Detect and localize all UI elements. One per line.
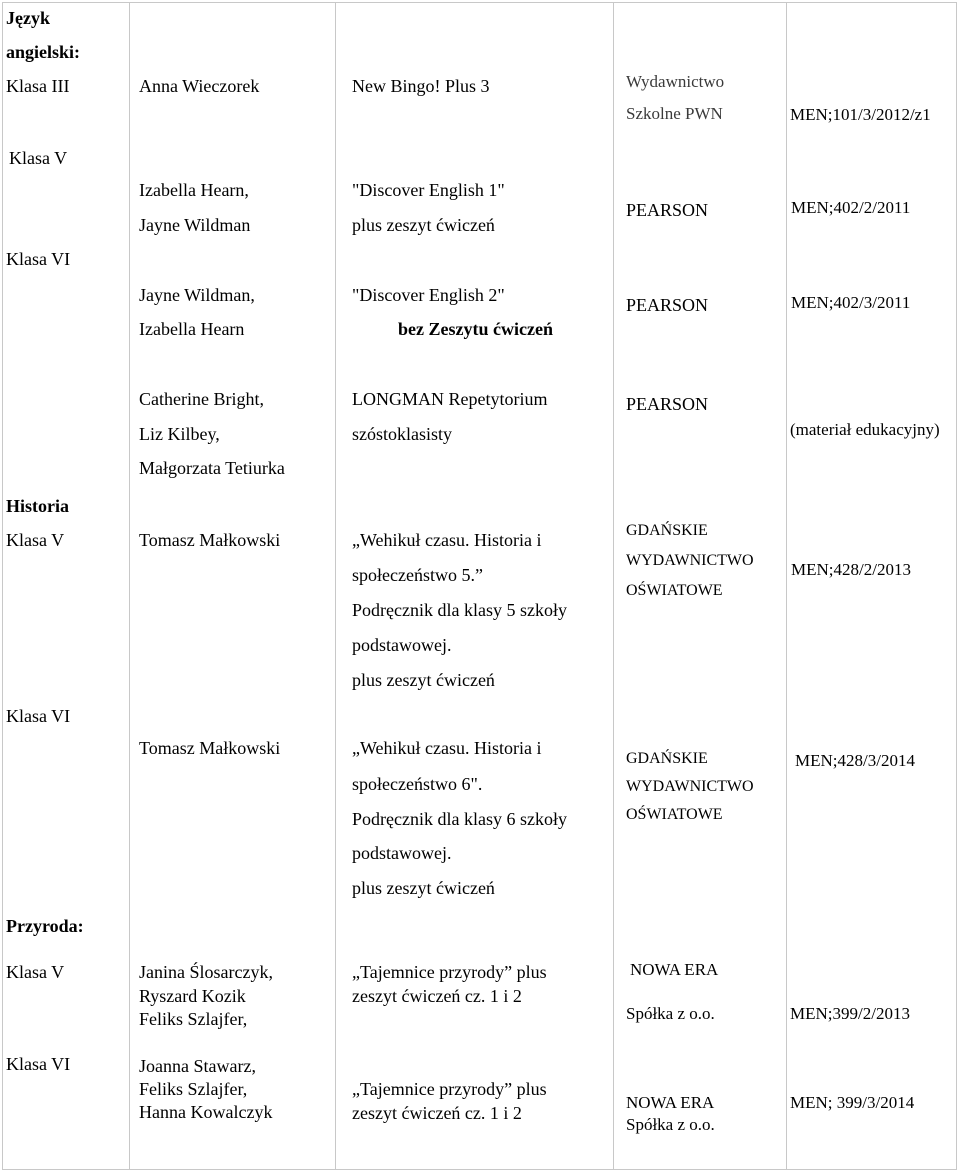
approval-number: MEN;428/3/2014 bbox=[795, 751, 915, 770]
textbook-title: plus zeszyt ćwiczeń bbox=[352, 215, 495, 235]
textbook-title: "Discover English 2" bbox=[352, 285, 505, 305]
textbook-title: „Wehikuł czasu. Historia i bbox=[352, 530, 542, 550]
author-name: Feliks Szlajfer, bbox=[139, 1009, 248, 1029]
publisher-name: OŚWIATOWE bbox=[626, 806, 723, 823]
approval-number: MEN;399/2/2013 bbox=[790, 1004, 910, 1023]
author-name: Feliks Szlajfer, bbox=[139, 1079, 248, 1099]
textbook-title: LONGMAN Repetytorium bbox=[352, 389, 548, 409]
textbook-title: „Wehikuł czasu. Historia i bbox=[352, 738, 542, 758]
publisher-name: WYDAWNICTWO bbox=[626, 778, 754, 795]
column-divider bbox=[786, 2, 787, 1170]
publisher-name: Spółka z o.o. bbox=[626, 1004, 715, 1023]
author-name: Joanna Stawarz, bbox=[139, 1056, 256, 1076]
textbook-title: społeczeństwo 5.” bbox=[352, 565, 483, 585]
approval-number: MEN;402/3/2011 bbox=[791, 293, 911, 312]
column-divider bbox=[129, 2, 130, 1170]
class-label: Klasa VI bbox=[6, 706, 71, 726]
publisher-name: Szkolne PWN bbox=[626, 104, 723, 123]
class-label: Klasa V bbox=[9, 148, 68, 168]
publisher-name: PEARSON bbox=[626, 394, 709, 414]
textbook-note: plus zeszyt ćwiczeń bbox=[352, 670, 495, 690]
author-name: Jayne Wildman, bbox=[139, 285, 255, 305]
table-border-top bbox=[2, 2, 957, 3]
section-heading-nature: Przyroda: bbox=[6, 916, 84, 936]
publisher-name: GDAŃSKIE bbox=[626, 522, 708, 539]
textbook-title: "Discover English 1" bbox=[352, 180, 505, 200]
publisher-name: GDAŃSKIE bbox=[626, 750, 708, 767]
column-divider bbox=[335, 2, 336, 1170]
author-name: Ryszard Kozik bbox=[139, 986, 246, 1006]
textbook-title: zeszyt ćwiczeń cz. 1 i 2 bbox=[352, 986, 522, 1006]
textbook-title: podstawowej. bbox=[352, 843, 452, 863]
author-name: Jayne Wildman bbox=[139, 215, 251, 235]
publisher-name: NOWA ERA bbox=[630, 960, 719, 979]
textbook-note: bez Zeszytu ćwiczeń bbox=[398, 319, 553, 339]
table-border-right bbox=[956, 2, 957, 1170]
publisher-name: Spółka z o.o. bbox=[626, 1115, 715, 1134]
author-name: Tomasz Małkowski bbox=[139, 738, 281, 758]
textbook-title: szóstoklasisty bbox=[352, 424, 453, 444]
author-name: Izabella Hearn, bbox=[139, 180, 249, 200]
textbook-note: plus zeszyt ćwiczeń bbox=[352, 878, 495, 898]
class-label: Klasa VI bbox=[6, 1054, 71, 1074]
publisher-name: PEARSON bbox=[626, 200, 709, 220]
textbook-title: zeszyt ćwiczeń cz. 1 i 2 bbox=[352, 1103, 522, 1123]
author-name: Liz Kilbey, bbox=[139, 424, 220, 444]
textbook-title: Podręcznik dla klasy 5 szkoły bbox=[352, 600, 567, 620]
author-name: Catherine Bright, bbox=[139, 389, 264, 409]
textbook-title: New Bingo! Plus 3 bbox=[352, 76, 490, 96]
author-name: Małgorzata Tetiurka bbox=[139, 458, 285, 478]
author-name: Izabella Hearn bbox=[139, 319, 245, 339]
author-name: Tomasz Małkowski bbox=[139, 530, 281, 550]
publisher-name: PEARSON bbox=[626, 295, 709, 315]
class-label: Klasa III bbox=[6, 76, 70, 96]
author-name: Anna Wieczorek bbox=[139, 76, 260, 96]
approval-number: MEN;428/2/2013 bbox=[791, 560, 911, 579]
textbook-title: „Tajemnice przyrody” plus bbox=[352, 1079, 547, 1099]
publisher-name: Wydawnictwo bbox=[626, 72, 725, 91]
class-label: Klasa V bbox=[6, 962, 65, 982]
author-name: Hanna Kowalczyk bbox=[139, 1102, 273, 1122]
section-heading-history: Historia bbox=[6, 496, 69, 516]
approval-number: MEN; 399/3/2014 bbox=[790, 1093, 915, 1112]
section-heading-english: Język bbox=[6, 8, 50, 28]
textbook-title: społeczeństwo 6". bbox=[352, 774, 483, 794]
approval-note: (materiał edukacyjny) bbox=[790, 420, 940, 439]
approval-number: MEN;101/3/2012/z1 bbox=[790, 105, 931, 124]
table-border-bottom bbox=[2, 1169, 957, 1170]
approval-number: MEN;402/2/2011 bbox=[791, 198, 911, 217]
publisher-name: OŚWIATOWE bbox=[626, 582, 723, 599]
table-border-left bbox=[2, 2, 3, 1170]
author-name: Janina Ślosarczyk, bbox=[139, 962, 273, 982]
textbook-title: podstawowej. bbox=[352, 635, 452, 655]
column-divider bbox=[613, 2, 614, 1170]
class-label: Klasa V bbox=[6, 530, 65, 550]
textbook-title: Podręcznik dla klasy 6 szkoły bbox=[352, 809, 567, 829]
class-label: Klasa VI bbox=[6, 249, 71, 269]
section-heading-english: angielski: bbox=[6, 42, 81, 62]
textbook-title: „Tajemnice przyrody” plus bbox=[352, 962, 547, 982]
publisher-name: NOWA ERA bbox=[626, 1093, 715, 1112]
publisher-name: WYDAWNICTWO bbox=[626, 552, 754, 569]
